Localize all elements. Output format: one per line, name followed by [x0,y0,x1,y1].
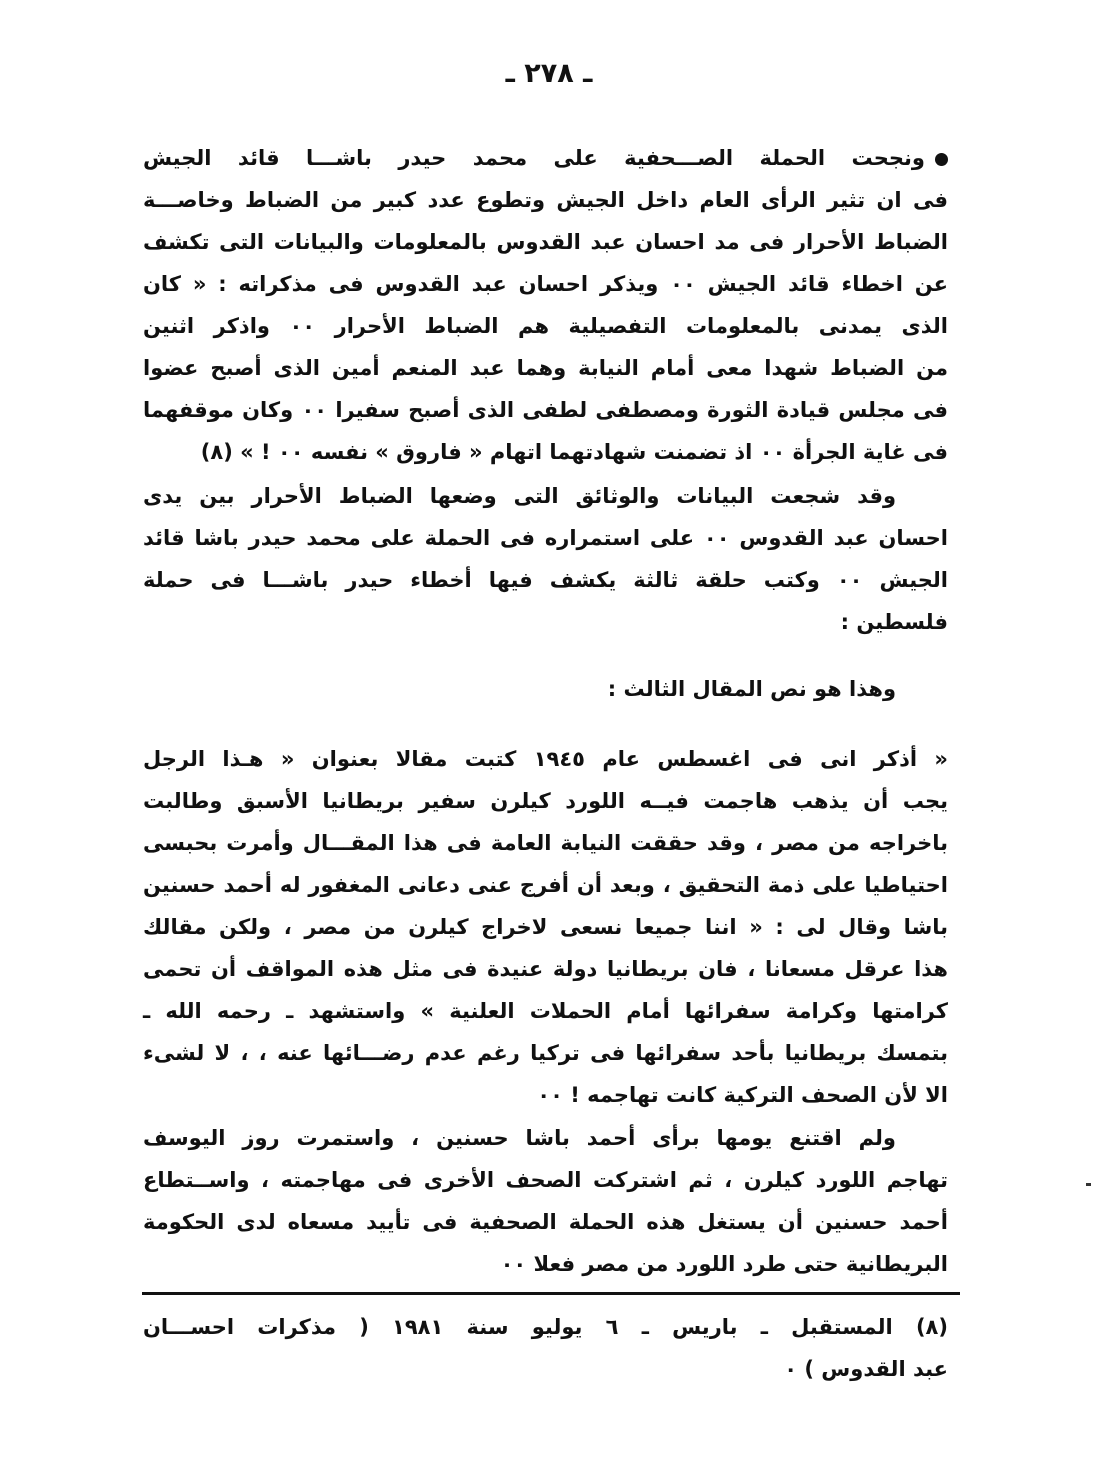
text-line: البريطانية حتى طرد اللورد من مصر فعلا ٠٠ [500,1252,948,1276]
scan-speck [1086,1183,1091,1186]
paragraph-5 [143,1117,948,1285]
footnote-divider [142,1292,960,1295]
text-line: فى مجلس قيادة الثورة ومصطفى لطفى الذى أصبح سفيرا ٠٠ وكان موقفهما [143,398,948,422]
text-line: ولم اقتنع يومها برأى أحمد باشا حسنين ، واستمرت روز اليوسف [143,1126,896,1150]
page-number: ـ ٢٧٨ ـ [505,58,593,89]
text-line: احسان عبد القدوس ٠٠ على استمراره فى الحملة على محمد حيدر باشا قائد [143,526,948,550]
text-line: الذى يمدنى بالمعلومات التفصيلية هم الضباط الأحرار ٠٠ واذكر اثنين [143,314,948,338]
text-line: كرامتها وكرامة سفرائها أمام الحملات العلنية » واستشهد ـ رحمه الله ـ [143,999,948,1023]
text-line: وقد شجعت البيانات والوثائق التى وضعها الضباط الأحرار بين يدى [143,484,896,508]
text-line: فلسطين : [840,610,948,634]
text-line: يجب أن يذهب هاجمت فيــه اللورد كيلرن سفير بريطانيا الأسبق وطالبت [143,789,948,813]
paragraph-1 [143,137,948,473]
text-line: « أذكر انى فى اغسطس عام ١٩٤٥ كتبت مقالا بعنوان « هـذا الرجل [143,747,948,771]
text-line: أحمد حسنين أن يستغل هذه الحملة الصحفية فى تأييد مسعاه لدى الحكومة [143,1210,948,1234]
text-line: هذا عرقل مسعانا ، فان بريطانيا دولة عنيدة فى مثل هذه المواقف أن تحمى [143,957,948,981]
bullet-icon [935,153,948,166]
text-line: الا لأن الصحف التركية كانت تهاجمه ! ٠٠ [537,1083,948,1107]
paragraph-2 [143,475,948,643]
text-line: فى غاية الجرأة ٠٠ اذ تضمنت شهادتهما اتهام « فاروق » نفسه ٠٠ ! » (٨) [200,440,948,464]
paragraph-3 [143,668,948,710]
footnote-line: عبد القدوس ) ٠ [784,1357,948,1381]
footnote-line: (٨) المستقبل ـ باريس ـ ٦ يوليو سنة ١٩٨١ ( مذكرات احســـان [143,1315,948,1339]
text-line: الضباط الأحرار فى مد احسان عبد القدوس بالمعلومات والبيانات التى تكشف [143,230,948,254]
text-line: فى ان تثير الرأى العام داخل الجيش وتطوع عدد كبير من الضباط وخاصـــة [143,188,948,212]
text-line: تهاجم اللورد كيلرن ، ثم اشتركت الصحف الأخرى فى مهاجمته ، واســتطاع [143,1168,948,1192]
text-line: من الضباط شهدا معى أمام النيابة وهما عبد المنعم أمين الذى أصبح عضوا [143,356,948,380]
text-line: عن اخطاء قائد الجيش ٠٠ ويذكر احسان عبد القدوس فى مذكراته : « كان [143,272,948,296]
text-line: ونجحت الحملة الصـــحفية على محمد حيدر باشـــا قائد الجيش [143,137,948,179]
text-line: احتياطيا على ذمة التحقيق ، وبعد أن أفرج عنى دعانى المغفور له أحمد حسنين [143,873,948,897]
text-line: بتمسك بريطانيا بأحد سفرائها فى تركيا رغم عدم رضـــائها عنه ، ، لا لشىء [143,1041,948,1065]
text-line: وهذا هو نص المقال الثالث : [607,677,896,701]
text-line: الجيش ٠٠ وكتب حلقة ثالثة يكشف فيها أخطاء حيدر باشـــا فى حملة [143,568,948,592]
text-line: باشا وقال لى : « اننا جميعا نسعى لاخراج كيلرن من مصر ، ولكن مقالك [143,915,948,939]
footnote [143,1306,948,1390]
paragraph-4 [143,738,948,1116]
text-line: باخراجه من مصر ، وقد حققت النيابة العامة فى هذا المقـــال وأمرت بحبسى [143,831,948,855]
